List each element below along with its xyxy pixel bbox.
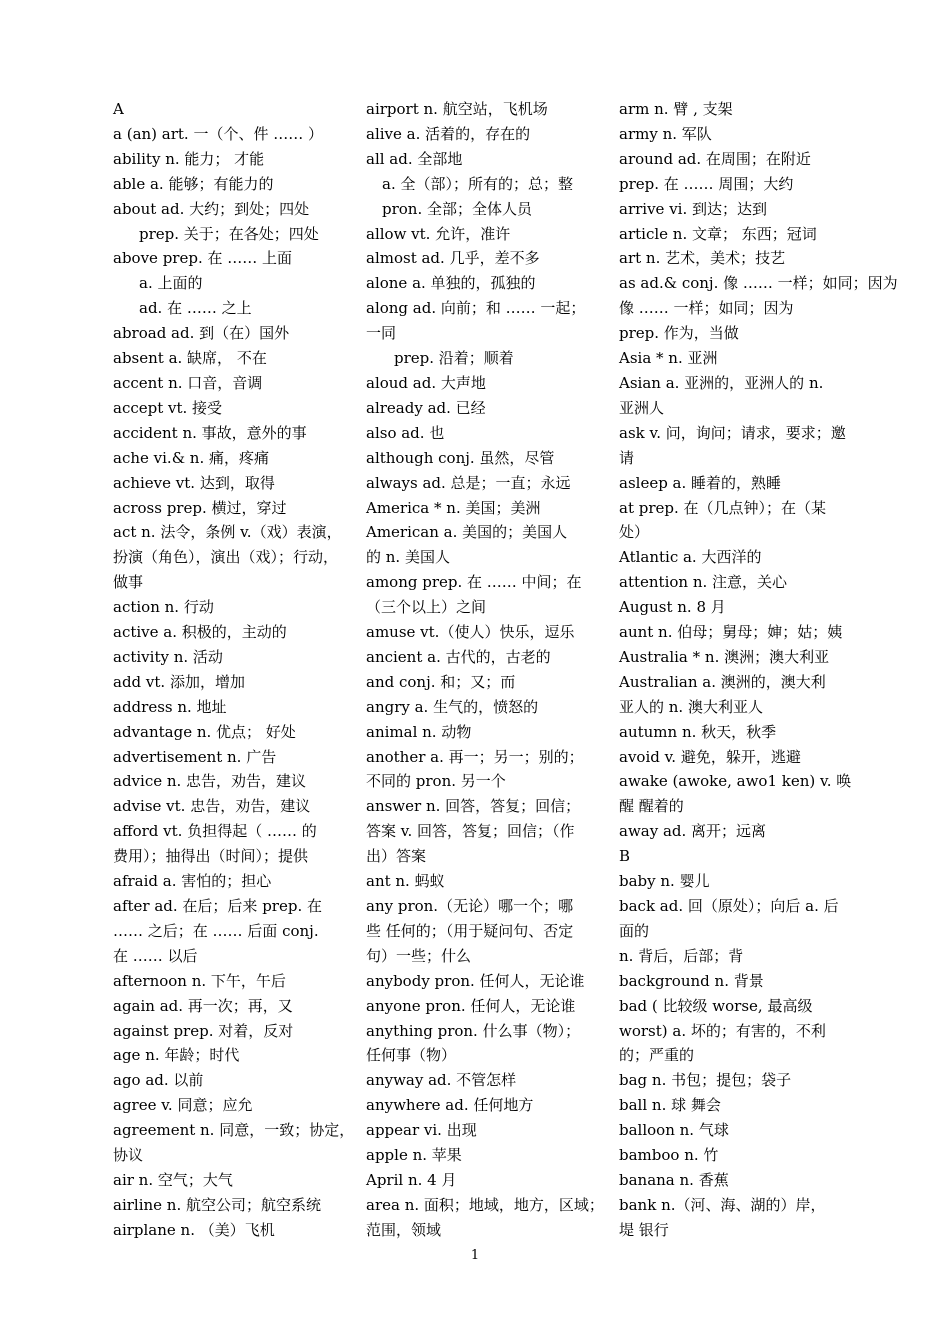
entry-line: airport n. 航空站，飞机场	[366, 100, 548, 118]
entry-line: n. 背后，后部；背	[619, 946, 744, 965]
entry-line: bamboo n. 竹	[619, 1146, 719, 1165]
entry-line: bag n. 书包；提包；袋子	[619, 1071, 792, 1090]
entry-line: American a. 美国的；美国人	[366, 523, 568, 542]
entry-line: as ad.& conj. 像 …… 一样；如同；因为	[619, 274, 898, 293]
entry-line: after ad. 在后；后来 prep. 在	[113, 897, 322, 915]
column-2	[366, 97, 604, 1243]
entry-line: accent n. 口音，音调	[113, 373, 263, 392]
entry-line: 亚洲人	[619, 398, 665, 417]
entry-line: August n. 8 月	[619, 598, 726, 617]
entry-line: amuse vt.（使人）快乐，逗乐	[366, 623, 575, 642]
entry-line: area n. 面积；地域，地方，区域；	[366, 1195, 604, 1214]
entry-line: answer n. 回答，答复；回信；	[366, 797, 581, 816]
entry-line: 堤 银行	[619, 1220, 669, 1239]
entry-line: active a. 积极的，主动的	[113, 623, 287, 642]
entry-line: anybody pron. 任何人，无论谁	[366, 971, 585, 990]
entry-line: about ad. 大约；到处；四处	[113, 199, 310, 218]
entry-line: prep. 关于；在各处；四处	[139, 224, 319, 243]
entry-line: army n. 军队	[619, 124, 712, 143]
entry-line: advise vt. 忠告，劝告，建议	[113, 797, 311, 816]
entry-line: airplane n. （美）飞机	[113, 1220, 275, 1239]
entry-line: Asia * n. 亚洲	[619, 349, 718, 368]
entry-line: although conj. 虽然，尽管	[366, 448, 555, 467]
entry-line: back ad. 回（原处）；向后 a. 后	[619, 897, 839, 915]
entry-line: Atlantic a. 大西洋的	[619, 548, 762, 567]
entry-line: activity n. 活动	[113, 647, 223, 666]
entry-line: another a. 再一；另一；别的；	[366, 747, 584, 766]
entry-line: prep. 沿着；顺着	[394, 349, 514, 368]
entry-line: afternoon n. 下午，午后	[113, 971, 286, 990]
entry-line: 句）一些；什么	[366, 946, 472, 965]
entry-line: 的；严重的	[619, 1046, 695, 1065]
entry-line: almost ad. 几乎，差不多	[366, 249, 540, 268]
entry-line: Australia * n. 澳洲；澳大利亚	[619, 647, 830, 666]
entry-line: 在 …… 以后	[113, 946, 198, 965]
entry-line: baby n. 婴儿	[619, 872, 710, 891]
entry-line: bank n.（河、海、湖的）岸，	[619, 1195, 826, 1214]
entry-line: bad ( 比较级 worse, 最高级	[619, 996, 813, 1015]
entry-line: 些 任何的；（用于疑问句、否定	[366, 921, 574, 940]
entry-line: allow vt. 允许，准许	[366, 224, 511, 243]
entry-line: across prep. 横过，穿过	[113, 498, 287, 517]
entry-line: airline n. 航空公司；航空系统	[113, 1195, 322, 1214]
entry-line: accept vt. 接受	[113, 398, 223, 417]
entry-line: 做事	[113, 573, 144, 592]
entry-line: ad. 在 …… 之上	[139, 299, 252, 318]
entry-line: …… 之后；在 …… 后面 conj.	[113, 921, 319, 940]
entry-line: along ad. 向前；和 …… 一起；	[366, 299, 586, 318]
entry-line: any pron.（无论）哪一个；哪	[366, 897, 574, 915]
entry-line: animal n. 动物	[366, 722, 472, 741]
entry-line: 像 …… 一样；如同；因为	[619, 299, 794, 318]
entry-line: apple n. 苹果	[366, 1146, 462, 1165]
entry-line: article n. 文章； 东西；冠词	[619, 224, 817, 243]
entry-line: ask v. 问，询问；请求，要求；邀	[619, 423, 846, 442]
entry-line: prep. 作为，当做	[619, 324, 739, 343]
entry-line: 处）	[619, 523, 650, 542]
entry-line: art n. 艺术，美术；技艺	[619, 249, 786, 268]
entry-line: anything pron. 什么事（物）；	[366, 1021, 581, 1040]
entry-line: above prep. 在 …… 上面	[113, 249, 293, 268]
entry-line: act n. 法令，条例 v.（戏）表演，	[113, 523, 342, 542]
entry-line: alive a. 活着的，存在的	[366, 124, 531, 143]
entry-line: ability n. 能力； 才能	[113, 149, 265, 168]
entry-line: air n. 空气；大气	[113, 1170, 233, 1189]
entry-line: Australian a. 澳洲的，澳大利	[619, 672, 826, 691]
entry-line: pron. 全部；全体人员	[382, 199, 533, 218]
entry-line: absent a. 缺席， 不在	[113, 349, 267, 368]
page-number: 1	[470, 1248, 480, 1263]
entry-line: autumn n. 秋天，秋季	[619, 722, 777, 741]
entry-line: balloon n. 气球	[619, 1121, 729, 1140]
entry-line: abroad ad. 到（在）国外	[113, 324, 290, 343]
entry-line: add vt. 添加，增加	[113, 672, 245, 691]
entry-line: April n. 4 月	[366, 1170, 457, 1189]
entry-line: prep. 在 …… 周围；大约	[619, 174, 794, 193]
entry-line: ant n. 蚂蚁	[366, 872, 445, 891]
entry-line: again ad. 再一次；再，又	[113, 996, 293, 1015]
entry-line: address n. 地址	[113, 697, 227, 716]
entry-line: around ad. 在周围；在附近	[619, 149, 811, 168]
entry-line: 任何事（物）	[366, 1046, 457, 1065]
entry-line: accident n. 事故，意外的事	[113, 423, 307, 442]
entry-line: 不同的 pron. 另一个	[366, 772, 506, 791]
entry-line: America * n. 美国；美洲	[366, 498, 541, 517]
entry-line: ancient a. 古代的，古老的	[366, 647, 551, 666]
entry-line: banana n. 香蕉	[619, 1170, 729, 1189]
entry-line: advice n. 忠告，劝告，建议	[113, 772, 307, 791]
letter-heading: A	[113, 100, 124, 118]
entry-line: 的 n. 美国人	[366, 548, 450, 567]
entry-line: away ad. 离开；远离	[619, 822, 767, 841]
entry-line: all ad. 全部地	[366, 149, 463, 168]
entry-line: 答案 v. 回答，答复；回信；（作	[366, 822, 575, 841]
entry-line: ball n. 球 舞会	[619, 1096, 721, 1115]
entry-line: advantage n. 优点； 好处	[113, 722, 296, 741]
entry-line: 面的	[619, 921, 650, 940]
entry-line: 一同	[366, 324, 397, 343]
entry-line: 出）答案	[366, 847, 427, 866]
entry-line: attention n. 注意，关心	[619, 573, 788, 592]
entry-line: anywhere ad. 任何地方	[366, 1096, 534, 1115]
entry-line: afraid a. 害怕的；担心	[113, 872, 272, 891]
entry-line: able a. 能够；有能力的	[113, 174, 274, 193]
letter-heading: B	[619, 847, 631, 866]
entry-line: against prep. 对着，反对	[113, 1021, 294, 1040]
entry-line: a. 全（部）；所有的；总；整	[382, 174, 573, 193]
entry-line: ago ad. 以前	[113, 1071, 204, 1090]
entry-line: 亚人的 n. 澳大利亚人	[619, 697, 763, 716]
entry-line: advertisement n. 广告	[113, 747, 277, 766]
entry-line: aloud ad. 大声地	[366, 373, 486, 392]
entry-line: and conj. 和；又；而	[366, 672, 516, 691]
entry-line: aunt n. 伯母；舅母；婶；姑；姨	[619, 623, 843, 642]
entry-line: always ad. 总是；一直；永远	[366, 473, 571, 492]
entry-line: asleep a. 睡着的，熟睡	[619, 473, 782, 492]
entry-line: afford vt. 负担得起（ …… 的	[113, 822, 317, 841]
entry-line: action n. 行动	[113, 598, 214, 617]
entry-line: 费用）；抽得出（时间）；提供	[113, 847, 309, 866]
entry-line: a. 上面的	[139, 274, 203, 293]
entry-line: alone a. 单独的，孤独的	[366, 274, 536, 293]
entry-line: （三个以上）之间	[366, 598, 487, 617]
entry-line: 请	[619, 448, 635, 467]
entry-line: achieve vt. 达到，取得	[113, 473, 275, 492]
entry-line: background n. 背景	[619, 971, 764, 990]
entry-line: a (an) art. 一（个、件 …… ）	[113, 124, 324, 143]
entry-line: agree v. 同意；应允	[113, 1096, 253, 1115]
entry-line: Asian a. 亚洲的，亚洲人的 n.	[619, 373, 824, 392]
entry-line: also ad. 也	[366, 423, 445, 442]
entry-line: 扮演（角色），演出（戏）；行动，	[113, 548, 339, 567]
entry-line: ache vi.& n. 痛，疼痛	[113, 448, 270, 467]
entry-line: 范围，领域	[366, 1220, 442, 1239]
entry-line: appear vi. 出现	[366, 1121, 477, 1140]
entry-line: anyone pron. 任何人，无论谁	[366, 996, 576, 1015]
entry-line: at prep. 在（几点钟）；在（某	[619, 498, 827, 517]
column-1	[113, 97, 355, 1243]
entry-line: arm n. 臂 , 支架	[619, 100, 733, 118]
column-3	[619, 97, 898, 1243]
entry-line: anyway ad. 不管怎样	[366, 1071, 517, 1090]
entry-line: 醒 醒着的	[619, 797, 684, 816]
entry-line: avoid v. 避免，躲开，逃避	[619, 747, 801, 766]
entry-line: arrive vi. 到达；达到	[619, 199, 768, 218]
entry-line: worst) a. 坏的；有害的，不利	[619, 1021, 826, 1040]
entry-line: agreement n. 同意，一致；协定，	[113, 1121, 355, 1140]
entry-line: already ad. 已经	[366, 398, 486, 417]
entry-line: awake (awoke, awo1 ken) v. 唤	[619, 772, 852, 791]
entry-line: age n. 年龄；时代	[113, 1046, 240, 1065]
entry-line: angry a. 生气的，愤怒的	[366, 697, 539, 716]
entry-line: among prep. 在 …… 中间；在	[366, 573, 582, 592]
entry-line: 协议	[113, 1146, 144, 1165]
